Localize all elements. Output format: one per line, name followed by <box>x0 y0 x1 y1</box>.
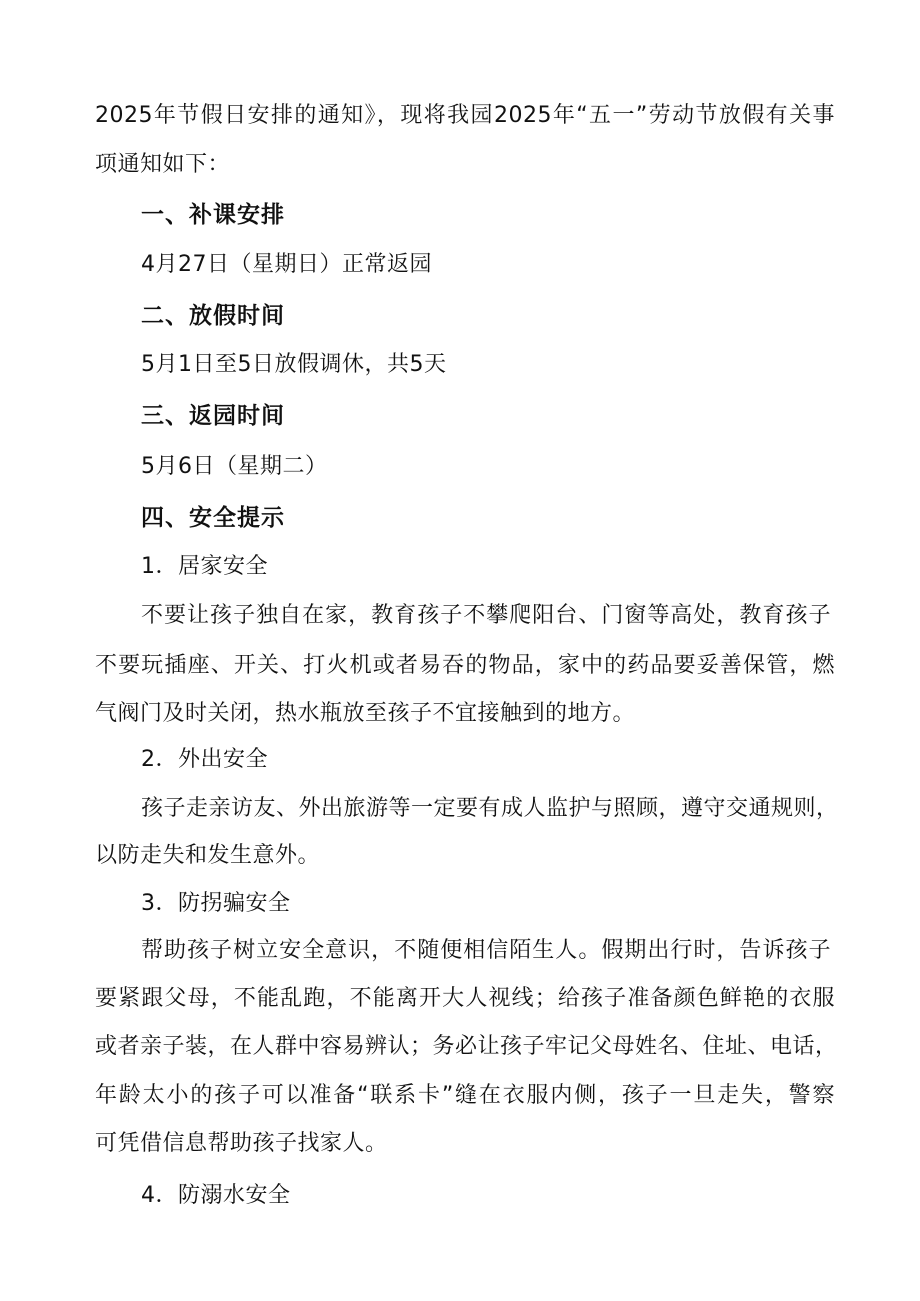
section-heading-return: 三、返园时间 <box>141 403 285 429</box>
section-heading-makeup: 一、补课安排 <box>141 202 285 228</box>
paragraph-line: 气阀门及时关闭，热水瓶放至孩子不宜接触到的地方。 <box>95 701 636 726</box>
paragraph-line: 或者亲子装，在人群中容易辨认；务必让孩子牢记父母姓名、住址、电话， <box>95 1034 838 1059</box>
paragraph-line: 可凭借信息帮助孩子找家人。 <box>95 1131 388 1156</box>
paragraph-line: 不要玩插座、开关、打火机或者易吞的物品，家中的药品要妥善保管，燃 <box>95 653 835 678</box>
intro-line-1: 2025年节假日安排的通知》，现将我园2025年“五一”劳动节放假有关事 <box>95 103 835 128</box>
section-heading-safety: 四、安全提示 <box>141 505 285 531</box>
paragraph-line: 要紧跟父母，不能乱跑，不能离开大人视线；给孩子准备颜色鲜艳的衣服 <box>95 986 835 1011</box>
paragraph-line: 帮助孩子树立安全意识，不随便相信陌生人。假期出行时，告诉孩子 <box>141 938 831 963</box>
paragraph-line: 年龄太小的孩子可以准备“联系卡”缝在衣服内侧，孩子一旦走失，警察 <box>95 1083 835 1108</box>
intro-line-2: 项通知如下： <box>95 152 231 177</box>
section-heading-holiday: 二、放假时间 <box>141 303 285 329</box>
section-body-makeup: 4月27日（星期日）正常返园 <box>141 252 432 277</box>
section-body-return: 5月6日（星期二） <box>141 454 328 479</box>
subsection-title-home: 1．居家安全 <box>141 554 268 579</box>
paragraph-line: 孩子走亲访友、外出旅游等一定要有成人监护与照顾，遵守交通规则， <box>141 796 839 821</box>
section-body-holiday: 5月1日至5日放假调休，共5天 <box>141 352 447 377</box>
paragraph-line: 不要让孩子独自在家，教育孩子不攀爬阳台、门窗等高处，教育孩子 <box>141 603 831 628</box>
subsection-title-abduction: 3．防拐骗安全 <box>141 891 291 916</box>
subsection-title-drowning: 4．防溺水安全 <box>141 1183 291 1208</box>
paragraph-line: 以防走失和发生意外。 <box>95 843 321 868</box>
subsection-title-outing: 2．外出安全 <box>141 747 268 772</box>
